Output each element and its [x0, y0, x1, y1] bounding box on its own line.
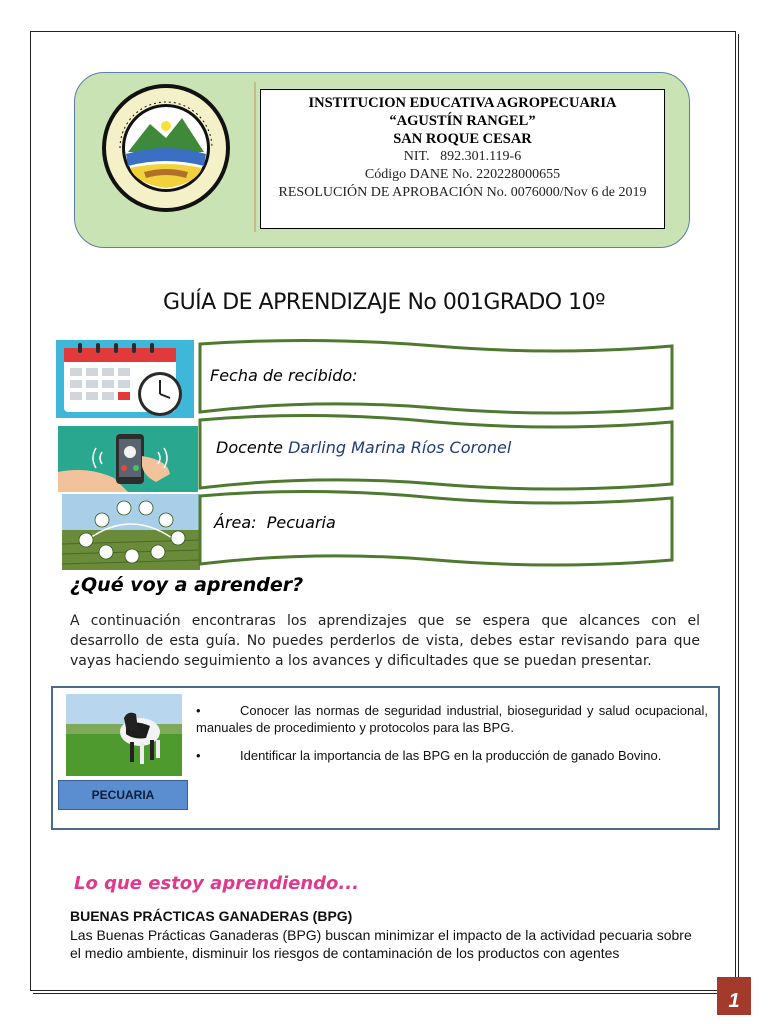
- header-divider: [254, 82, 256, 232]
- what-will-i-learn-heading: ¿Qué voy a aprender?: [70, 574, 304, 596]
- institution-location: SAN ROQUE CESAR: [393, 131, 532, 147]
- learning-intro-paragraph: A continuación encontraras los aprendizajes que se espera que alcances con el desarrollo de esta guía. No puedes perderlos de vista, debes estar revisando para que vayas haciendo seguimiento a los avances y dificultades que se puedan presentar.: [70, 613, 700, 669]
- institution-name: INSTITUCION EDUCATIVA AGROPECUARIA: [308, 95, 617, 111]
- smart-farming-image: [62, 494, 200, 570]
- teacher-label: Docente: [216, 438, 284, 457]
- approval-resolution: RESOLUCIÓN DE APROBACIÓN No. 0076000/Nov 6 de 2019: [278, 185, 647, 200]
- teacher-name: Darling Marina Ríos Coronel: [288, 438, 512, 457]
- dane-code: Código DANE No. 220228000655: [364, 167, 561, 182]
- objective-item: [196, 747, 708, 764]
- cow-pasture-image: [66, 694, 182, 776]
- received-date-label: Fecha de recibido:: [210, 366, 358, 385]
- page-number: 1: [717, 977, 751, 1015]
- objective-text: Conocer las normas de seguridad industrial, bioseguridad y salud ocupacional, manuales de procedimiento y protocolos para las BPG.: [196, 703, 708, 735]
- calendar-clock-image: [56, 340, 194, 418]
- what-im-learning-heading: Lo que estoy aprendiendo...: [74, 873, 359, 894]
- bpg-section-title: BUENAS PRÁCTICAS GANADERAS (BPG): [70, 908, 353, 924]
- bullet-icon: •: [196, 703, 201, 718]
- bullet-icon: •: [196, 748, 201, 763]
- teacher-label-row: [216, 438, 511, 457]
- guide-title: GUÍA DE APRENDIZAJE No 001GRADO 10º: [163, 290, 605, 315]
- nit-number: NIT. 892.301.119-6: [403, 149, 522, 164]
- phone-call-image: [58, 426, 198, 492]
- institution-info-box: [260, 89, 665, 229]
- school-seal-logo: [100, 82, 232, 214]
- objective-item: [196, 702, 708, 736]
- objective-text: Identificar la importancia de las BPG en la producción de ganado Bovino.: [240, 748, 662, 763]
- area-label: Área: Pecuaria: [214, 513, 336, 532]
- bpg-paragraph: Las Buenas Prácticas Ganaderas (BPG) buscan minimizar el impacto de la actividad pecuaria sobre el medio ambiente, disminuir los riesgos de contaminación de los productos con agentes: [70, 927, 692, 961]
- pecuaria-badge: PECUARIA: [58, 780, 188, 810]
- institution-subname: “AGUSTÍN RANGEL”: [389, 113, 536, 129]
